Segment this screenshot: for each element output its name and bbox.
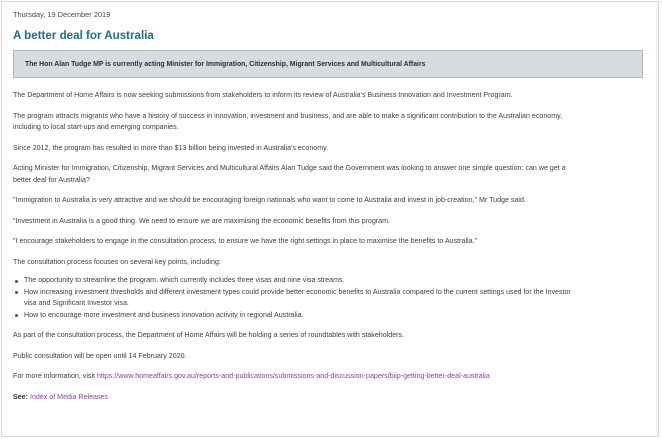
more-info-link[interactable]: https://www.homeaffairs.gov.au/reports-and-publications/submissions-and-discussion-papers/biip-getting-better-deal-australia <box>96 372 490 380</box>
paragraph-4-line-1: Acting Minister for Immigration, Citizenship, Migrant Services and Multicultural Affairs Alan Tudge said the Government was looking to answer one simple question: can we get a <box>13 164 566 172</box>
paragraph-7: "I encourage stakeholders to engage in the consultation process, to ensure we have the right settings in place to maximise the benefits to Australia." <box>13 237 478 245</box>
acting-minister-notice <box>13 50 643 78</box>
media-releases-index-link[interactable]: Index of Media Releases <box>29 392 109 401</box>
paragraph-6: "Investment in Australia is a good thing. We need to ensure we are maximising the economic benefits from this program. <box>13 216 390 225</box>
notice-text: The Hon Alan Tudge MP is currently acting Minister for Immigration, Citizenship, Migrant Services and Multicultural Affairs <box>25 60 426 68</box>
see-also <box>13 392 653 404</box>
see-label: See: <box>13 392 28 401</box>
list-item-line-1: How increasing investment thresholds and different investment types could provide better economic benefits to Australia compared to the current settings used for the Investor <box>24 287 571 296</box>
article-title: A better deal for Australia <box>13 29 154 42</box>
paragraph-2-line-1: The program attracts migrants who have a history of success in innovation, investment and business, and are able to make a significant contribution to the Australian economy, <box>13 111 563 120</box>
more-information <box>13 371 653 383</box>
list-item: The opportunity to streamline the program, which currently includes three visas and nine visa streams. <box>13 275 653 287</box>
article-date: Thursday, 19 December 2019 <box>13 10 111 19</box>
paragraph-1: The Department of Home Affairs is now seeking submissions from stakeholders to inform its review of Australia's Business Innovation and Investment Program. <box>13 91 513 99</box>
paragraph-2-line-2: including to local start-ups and emerging companies. <box>13 123 179 131</box>
scrollbar-track[interactable] <box>656 2 658 436</box>
consultation-points-list <box>13 275 653 321</box>
document-frame <box>1 1 659 437</box>
paragraph-9: As part of the consultation process, the Department of Home Affairs will be holding a series of roundtables with stakeholders. <box>13 331 405 339</box>
article <box>13 10 653 403</box>
list-item <box>13 287 653 310</box>
paragraph-8: The consultation process focuses on several key points, including: <box>13 257 221 266</box>
paragraph-5: "Immigration to Australia is very attractive and we should be encouraging foreign nationals who want to come to Australia and invest in job-creation," Mr Tudge said. <box>13 196 526 204</box>
paragraph-10: Public consultation will be open until 14 February 2020. <box>13 351 187 360</box>
list-item: How to encourage more investment and business innovation activity in regional Australia. <box>13 310 653 322</box>
more-info-prefix: For more information, visit <box>13 372 97 380</box>
paragraph-4-line-2: better deal for Australia? <box>13 175 90 184</box>
paragraph-3: Since 2012, the program has resulted in more than $13 billion being invested in Australia's economy. <box>13 143 329 152</box>
list-item-line-2: visa and Significant Investor visa. <box>24 299 129 307</box>
